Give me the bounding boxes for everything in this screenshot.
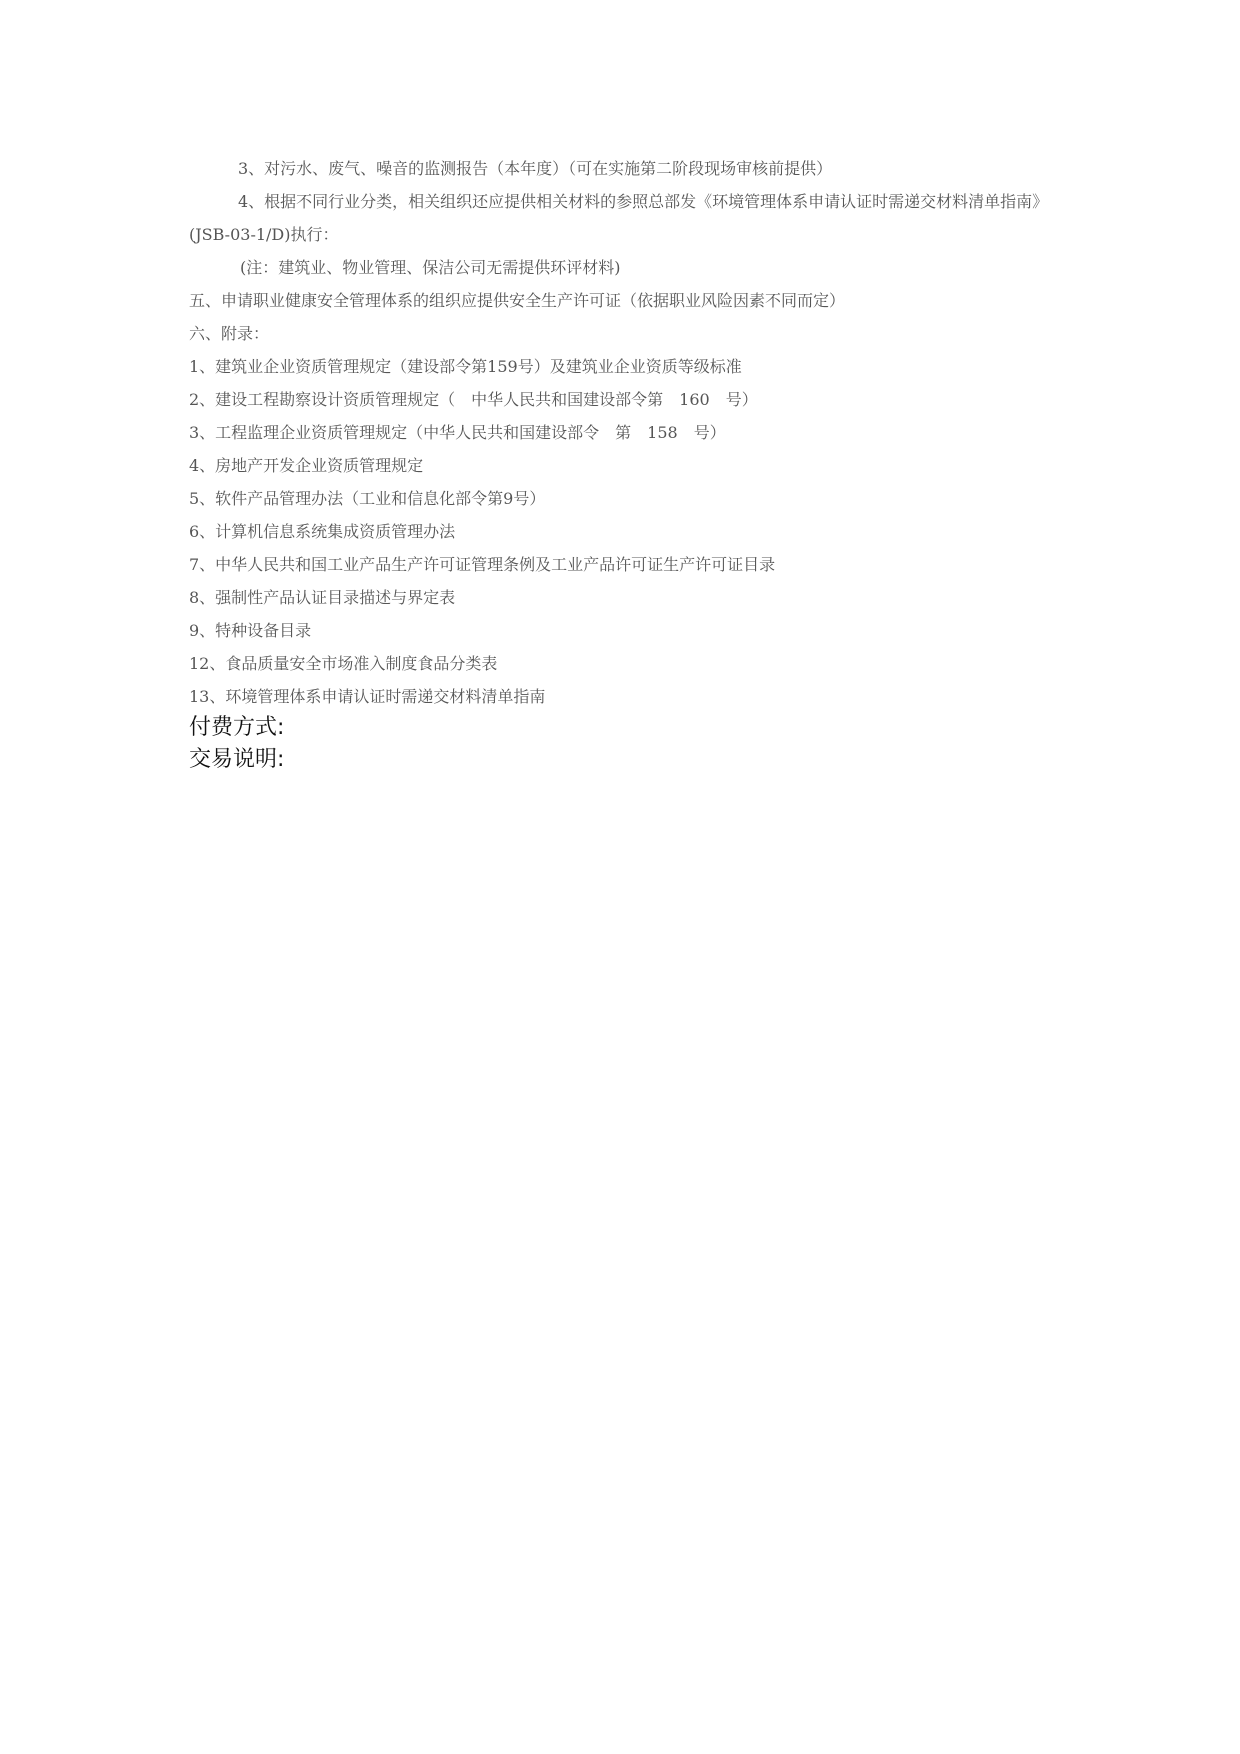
- appendix-item-4: 4、房地产开发企业资质管理规定: [189, 456, 424, 475]
- item-industry-materials-cont: (JSB-03-1/D)执行：: [189, 225, 339, 244]
- appendix-item-1: 1、建筑业企业资质管理规定（建设部令第159号）及建筑业企业资质等级标准: [189, 357, 742, 376]
- section-six-appendix: 六、附录：: [189, 324, 270, 343]
- appendix-item-9: 9、特种设备目录: [189, 621, 312, 640]
- item-industry-materials: 4、根据不同行业分类，相关组织还应提供相关材料的参照总部发《环境管理体系申请认证时需递交材料清单指南》: [238, 192, 1049, 211]
- item-monitoring-report: 3、对污水、废气、噪音的监测报告（本年度）（可在实施第二阶段现场审核前提供）: [238, 159, 833, 178]
- appendix-item-6: 6、计算机信息系统集成资质管理办法: [189, 522, 456, 541]
- appendix-item-5: 5、软件产品管理办法（工业和信息化部令第9号）: [189, 489, 546, 508]
- appendix-item-7: 7、中华人民共和国工业产品生产许可证管理条例及工业产品许可证生产许可证目录: [189, 555, 776, 574]
- section-five-ohs: 五、申请职业健康安全管理体系的组织应提供安全生产许可证（依据职业风险因素不同而定）: [189, 291, 846, 310]
- appendix-item-3: 3、工程监理企业资质管理规定（中华人民共和国建设部令 第 158 号）: [189, 423, 726, 442]
- appendix-item-2: 2、建设工程勘察设计资质管理规定（ 中华人民共和国建设部令第 160 号）: [189, 390, 758, 409]
- note-no-eia: (注：建筑业、物业管理、保洁公司无需提供环评材料): [240, 258, 621, 277]
- transaction-note-label: 交易说明:: [189, 747, 285, 772]
- appendix-item-8: 8、强制性产品认证目录描述与界定表: [189, 588, 456, 607]
- payment-method-label: 付费方式:: [189, 715, 285, 740]
- appendix-item-13: 13、环境管理体系申请认证时需递交材料清单指南: [189, 687, 546, 706]
- appendix-item-12: 12、食品质量安全市场准入制度食品分类表: [189, 654, 498, 673]
